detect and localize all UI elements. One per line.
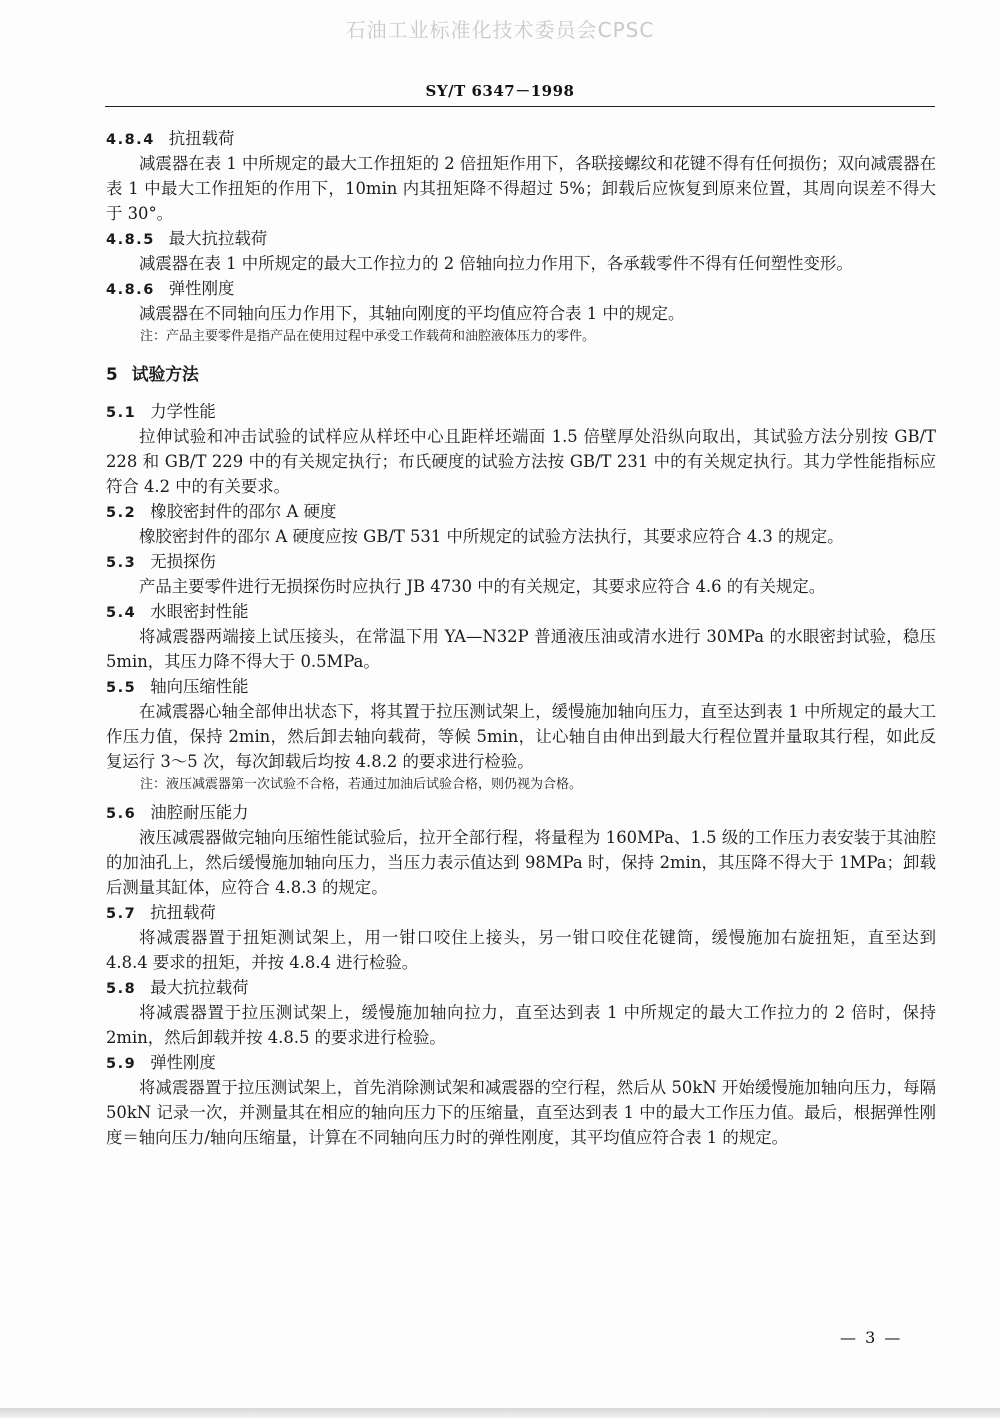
clause-heading xyxy=(106,599,936,624)
clause-number: 4.8.6 xyxy=(106,282,155,298)
clause-heading xyxy=(106,674,936,699)
clause-number: 5.4 xyxy=(106,605,137,621)
body-paragraph: 在减震器心轴全部伸出状态下，将其置于拉压测试架上，缓慢施加轴向压力，直至达到表 1 中所规定的最大工作压力值，保持 2min，然后卸去轴向载荷，等候 5min，让心轴自由伸出到最大行程位置并量取其行程，如此反复运行 3～5 次，每次卸载后均按 4.8.2 的要求进行检验。 xyxy=(106,702,936,771)
body-paragraph: 将减震器置于扭矩测试架上，用一钳口咬住上接头，另一钳口咬住花键筒，缓慢施加右旋扭矩，直至达到 4.8.4 要求的扭矩，并按 4.8.4 进行检验。 xyxy=(106,928,936,972)
clause-number: 5.1 xyxy=(106,405,137,421)
clause-title: 橡胶密封件的邵尔 A 硬度 xyxy=(150,502,337,521)
clause-title: 抗扭载荷 xyxy=(150,903,216,922)
body-paragraph: 拉伸试验和冲击试验的试样应从样坯中心且距样坯端面 1.5 倍壁厚处沿纵向取出，其试验方法分别按 GB/T 228 和 GB/T 229 中的有关规定执行；布氏硬度的试验方法按 GB/T 231 中的有关规定执行。其力学性能指标应符合 4.2 中的有关要求。 xyxy=(106,427,936,496)
page-number: — 3 — xyxy=(840,1328,903,1347)
clause-title: 无损探伤 xyxy=(150,552,216,571)
clause-number: 5.2 xyxy=(106,505,137,521)
body-paragraph: 将减震器置于拉压测试架上，首先消除测试架和减震器的空行程，然后从 50kN 开始缓慢施加轴向压力，每隔 50kN 记录一次，并测量其在相应的轴向压力下的压缩量，直至达到表 1 中的最大工作压力值。最后，根据弹性刚度＝轴向压力/轴向压缩量，计算在不同轴向压力时的弹性刚度，其平均值应符合表 1 的规定。 xyxy=(106,1078,936,1147)
section-heading xyxy=(106,362,936,387)
clause-title: 最大抗拉载荷 xyxy=(150,978,249,997)
clause-title: 弹性刚度 xyxy=(150,1053,216,1072)
clause-number: 5.3 xyxy=(106,555,137,571)
body-paragraph: 减震器在表 1 中所规定的最大工作扭矩的 2 倍扭矩作用下，各联接螺纹和花键不得有任何损伤；双向减震器在表 1 中最大工作扭矩的作用下，10min 内其扭矩降不得超过 5%；卸载后应恢复到原来位置，其周向误差不得大于 30°。 xyxy=(106,154,936,223)
clause-heading xyxy=(106,1050,936,1075)
clause-number: 4.8.5 xyxy=(106,232,155,248)
body-paragraph: 将减震器置于拉压测试架上，缓慢施加轴向拉力，直至达到表 1 中所规定的最大工作拉力的 2 倍时，保持 2min，然后卸载并按 4.8.5 的要求进行检验。 xyxy=(106,1003,936,1047)
clause-heading xyxy=(106,549,936,574)
body-paragraph: 液压减震器做完轴向压缩性能试验后，拉开全部行程，将量程为 160MPa、1.5 级的工作压力表安装于其油腔的加油孔上，然后缓慢施加轴向压力，当压力表示值达到 98MPa 时，保持 2min，其压降不得大于 1MPa；卸载后测量其缸体，应符合 4.8.3 的规定。 xyxy=(106,828,936,897)
watermark-text: 石油工业标准化技术委员会CPSC xyxy=(345,18,655,42)
clause-number: 5.7 xyxy=(106,906,137,922)
clause-title: 弹性刚度 xyxy=(168,279,235,298)
clause-heading xyxy=(106,900,936,925)
clause-number: 5.5 xyxy=(106,680,137,696)
clause-heading xyxy=(106,126,936,151)
clause-heading xyxy=(106,399,936,424)
clause-number: 5 xyxy=(106,364,118,384)
document-body xyxy=(106,126,936,1150)
clause-heading xyxy=(106,499,936,524)
page-bottom-edge xyxy=(0,1408,1000,1418)
clause-number: 5.9 xyxy=(106,1056,137,1072)
clause-title: 轴向压缩性能 xyxy=(150,677,249,696)
body-paragraph: 橡胶密封件的邵尔 A 硬度应按 GB/T 531 中所规定的试验方法执行，其要求应符合 4.3 的规定。 xyxy=(139,527,844,546)
clause-title: 力学性能 xyxy=(150,402,216,421)
header-divider xyxy=(105,106,935,107)
body-paragraph: 将减震器两端接上试压接头，在常温下用 YA—N32P 普通液压油或清水进行 30MPa 的水眼密封试验，稳压 5min，其压力降不得大于 0.5MPa。 xyxy=(106,627,936,671)
note-text: 注：液压减震器第一次试验不合格，若通过加油后试验合格，则仍视为合格。 xyxy=(140,777,583,792)
clause-heading xyxy=(106,800,936,825)
clause-heading xyxy=(106,226,936,251)
clause-title: 水眼密封性能 xyxy=(150,602,249,621)
clause-title: 最大抗拉载荷 xyxy=(168,229,268,248)
clause-heading xyxy=(106,975,936,1000)
clause-number: 5.6 xyxy=(106,806,137,822)
clause-number: 5.8 xyxy=(106,981,137,997)
body-paragraph: 产品主要零件进行无损探伤时应执行 JB 4730 中的有关规定，其要求应符合 4.6 的有关规定。 xyxy=(139,577,826,596)
clause-title: 抗扭载荷 xyxy=(168,129,235,148)
note-text: 注：产品主要零件是指产品在使用过程中承受工作载荷和油腔液体压力的零件。 xyxy=(140,329,596,344)
body-paragraph: 减震器在不同轴向压力作用下，其轴向刚度的平均值应符合表 1 中的规定。 xyxy=(139,304,685,323)
body-paragraph: 减震器在表 1 中所规定的最大工作拉力的 2 倍轴向拉力作用下，各承载零件不得有任何塑性变形。 xyxy=(139,254,853,273)
clause-title: 试验方法 xyxy=(131,364,199,384)
clause-heading xyxy=(106,276,936,301)
clause-number: 4.8.4 xyxy=(106,132,155,148)
standard-number: SY/T 6347－1998 xyxy=(425,82,575,100)
clause-title: 油腔耐压能力 xyxy=(150,803,249,822)
